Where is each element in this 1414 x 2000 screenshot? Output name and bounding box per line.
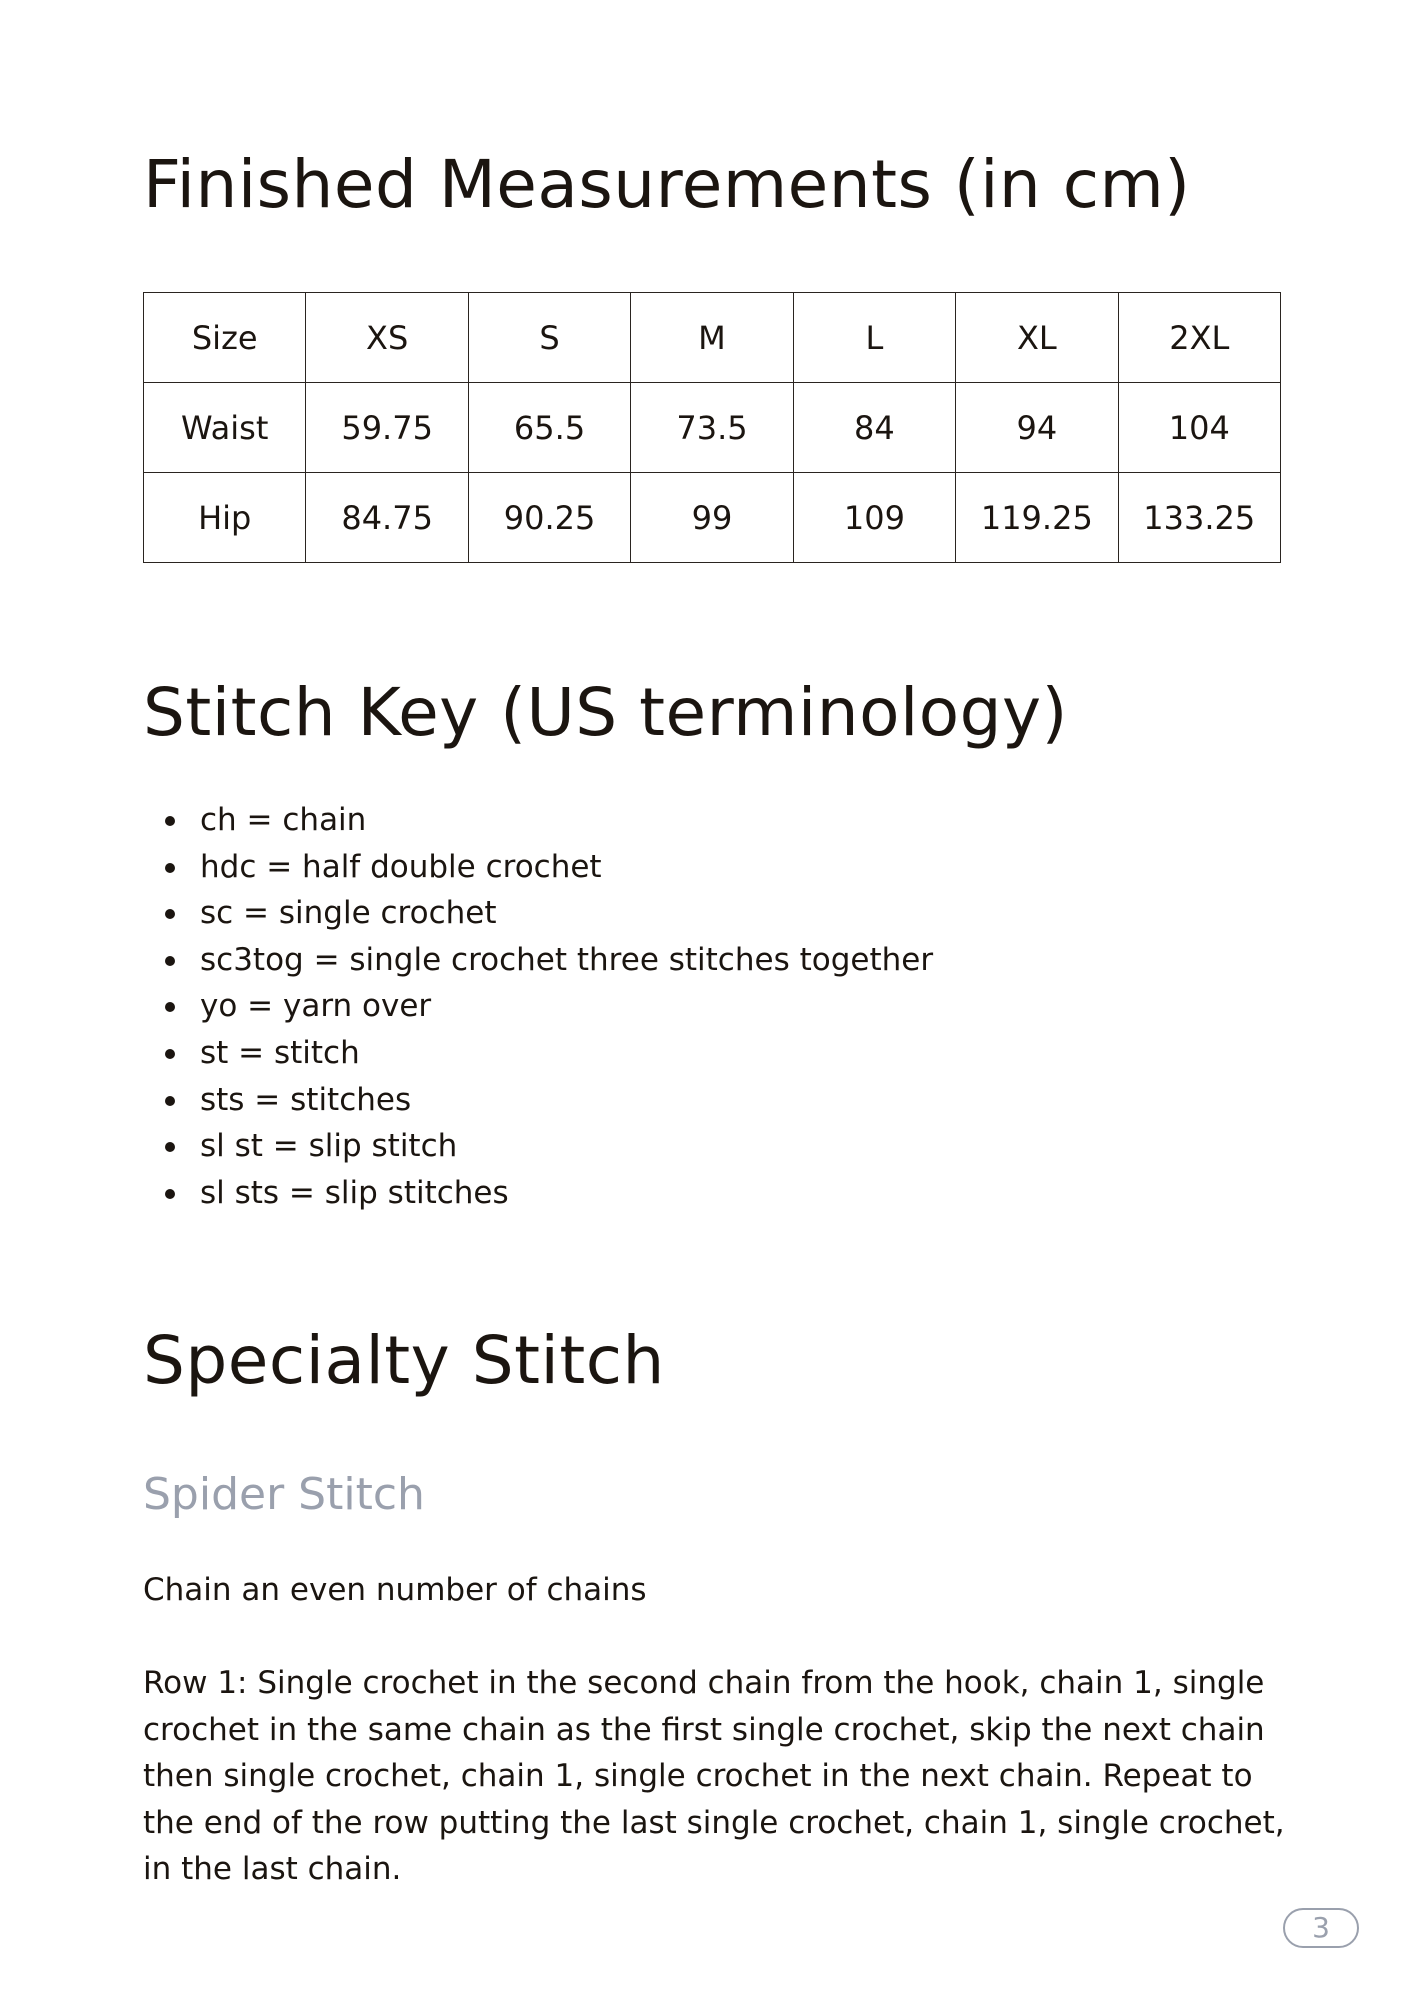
table-cell: 104 [1118, 383, 1280, 473]
table-cell: 84 [793, 383, 955, 473]
bullet-icon [165, 1002, 175, 1012]
bullet-icon [165, 1096, 175, 1106]
paragraph-line: Row 1: Single crochet in the second chain from the hook, chain 1, single [143, 1665, 1265, 1701]
table-row [144, 293, 1281, 383]
bullet-icon [165, 1189, 175, 1199]
table-cell: 2XL [1118, 293, 1280, 383]
list-item [143, 1030, 933, 1077]
list-item-text: sl sts = slip stitches [200, 1174, 509, 1211]
list-item [143, 797, 933, 844]
paragraph-line: crochet in the same chain as the first single crochet, skip the next chain [143, 1711, 1265, 1748]
list-item [143, 844, 933, 891]
table-cell: 90.25 [468, 473, 630, 563]
bullet-icon [165, 909, 175, 919]
table-cell: XL [956, 293, 1118, 383]
list-item [143, 890, 933, 937]
table-cell: S [468, 293, 630, 383]
bullet-icon [165, 816, 175, 826]
list-item [143, 937, 933, 984]
list-item-text: ch = chain [200, 802, 367, 838]
table-cell: Size [144, 293, 306, 383]
table-row [144, 473, 1281, 563]
paragraph-line: in the last chain. [143, 1851, 402, 1888]
list-item [143, 983, 933, 1030]
table-cell: 84.75 [306, 473, 468, 563]
table-cell: Hip [144, 473, 306, 563]
table-cell: L [793, 293, 955, 383]
table-cell: XS [306, 293, 468, 383]
spider-stitch-subtitle: Spider Stitch [143, 1469, 425, 1520]
stitch-key-list [143, 797, 933, 1216]
table-cell: 65.5 [468, 383, 630, 473]
list-item-text: hdc = half double crochet [200, 848, 602, 885]
bullet-icon [165, 863, 175, 873]
list-item-text: sc3tog = single crochet three stitches together [200, 941, 934, 978]
specialty-stitch-title: Specialty Stitch [143, 1322, 665, 1399]
page-number-badge: 3 [1283, 1908, 1359, 1948]
table-cell: 73.5 [631, 383, 793, 473]
paragraph-line: the end of the row putting the last single crochet, chain 1, single crochet, [143, 1804, 1285, 1841]
list-item-text: sc = single crochet [200, 895, 497, 932]
measurements-table [143, 292, 1281, 563]
table-cell: M [631, 293, 793, 383]
table-cell: 133.25 [1118, 473, 1280, 563]
table-cell: 119.25 [956, 473, 1118, 563]
list-item-text: sts = stitches [200, 1081, 412, 1118]
list-item-text: yo = yarn over [200, 988, 432, 1025]
list-item-text: sl st = slip stitch [200, 1128, 458, 1165]
measurements-title: Finished Measurements (in cm) [143, 146, 1191, 223]
list-item [143, 1077, 933, 1124]
bullet-icon [165, 1142, 175, 1152]
chain-instruction: Chain an even number of chains [143, 1572, 647, 1608]
table-cell: 99 [631, 473, 793, 563]
paragraph-line: then single crochet, chain 1, single crochet in the next chain. Repeat to [143, 1758, 1253, 1795]
table-cell: 59.75 [306, 383, 468, 473]
table-cell: 94 [956, 383, 1118, 473]
list-item-text: st = stitch [200, 1034, 360, 1071]
list-item [143, 1123, 933, 1170]
stitch-key-title: Stitch Key (US terminology) [143, 674, 1068, 751]
bullet-icon [165, 1049, 175, 1059]
table-cell: Waist [144, 383, 306, 473]
table-cell: 109 [793, 473, 955, 563]
row1-instruction [143, 1660, 1293, 1893]
bullet-icon [165, 956, 175, 966]
list-item [143, 1170, 933, 1217]
table-row [144, 383, 1281, 473]
